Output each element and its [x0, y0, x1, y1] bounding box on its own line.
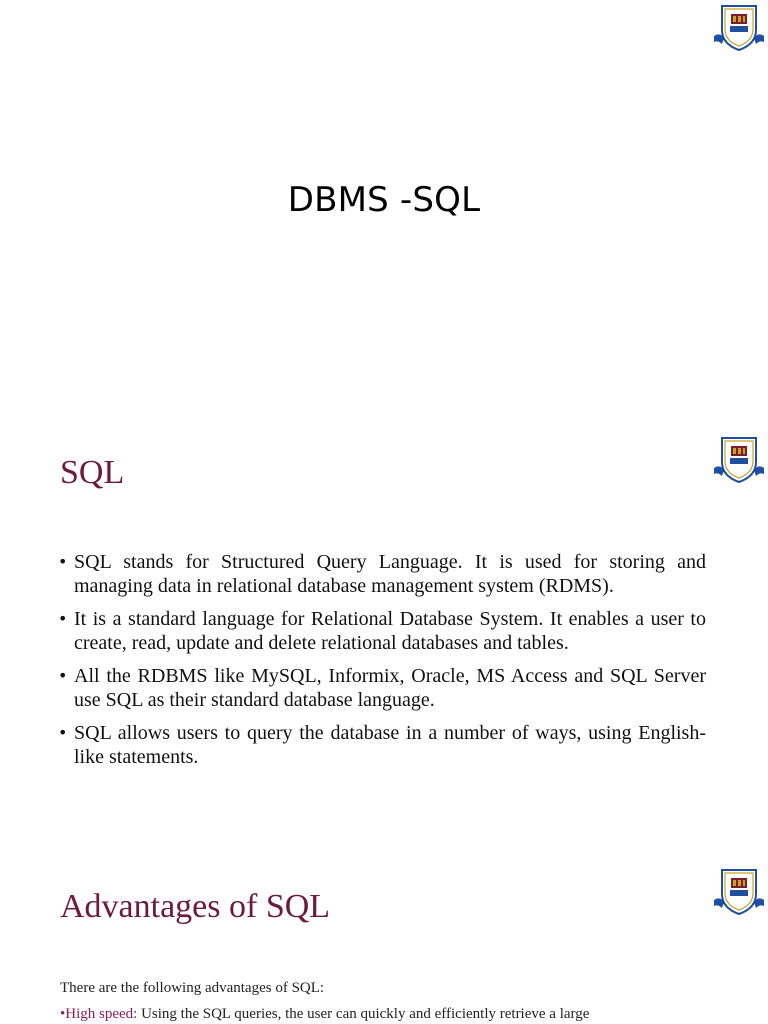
list-item: • SQL allows users to query the database in a number of ways, using English-like statements. [58, 721, 706, 769]
title-slide [0, 0, 768, 432]
college-crest-icon [712, 864, 766, 918]
college-crest-icon [712, 432, 766, 486]
advantage-item [60, 1004, 706, 1024]
list-item: • All the RDBMS like MySQL, Informix, Oracle, MS Access and SQL Server use SQL as their standard database language. [58, 664, 706, 712]
slide-heading: Advantages of SQL [60, 888, 331, 925]
intro-text: There are the following advantages of SQL: [60, 980, 325, 996]
advantages-slide [0, 864, 768, 1024]
slide-heading: SQL [60, 454, 125, 491]
presentation-title: DBMS -SQL [287, 180, 481, 220]
bullet-glyph: • [60, 1006, 66, 1022]
college-crest-icon [712, 0, 766, 54]
list-item: • SQL stands for Structured Query Language. It is used for storing and managing data in relational database management system (RDMS). [58, 550, 706, 598]
bullet-list [58, 550, 706, 778]
sql-slide [0, 432, 768, 864]
advantage-text: Using the SQL queries, the user can quickly and efficiently retrieve a large [141, 1006, 590, 1022]
advantage-term: High speed: [65, 1006, 138, 1022]
list-item: • It is a standard language for Relational Database System. It enables a user to create, read, update and delete relational databases and tables. [58, 607, 706, 655]
